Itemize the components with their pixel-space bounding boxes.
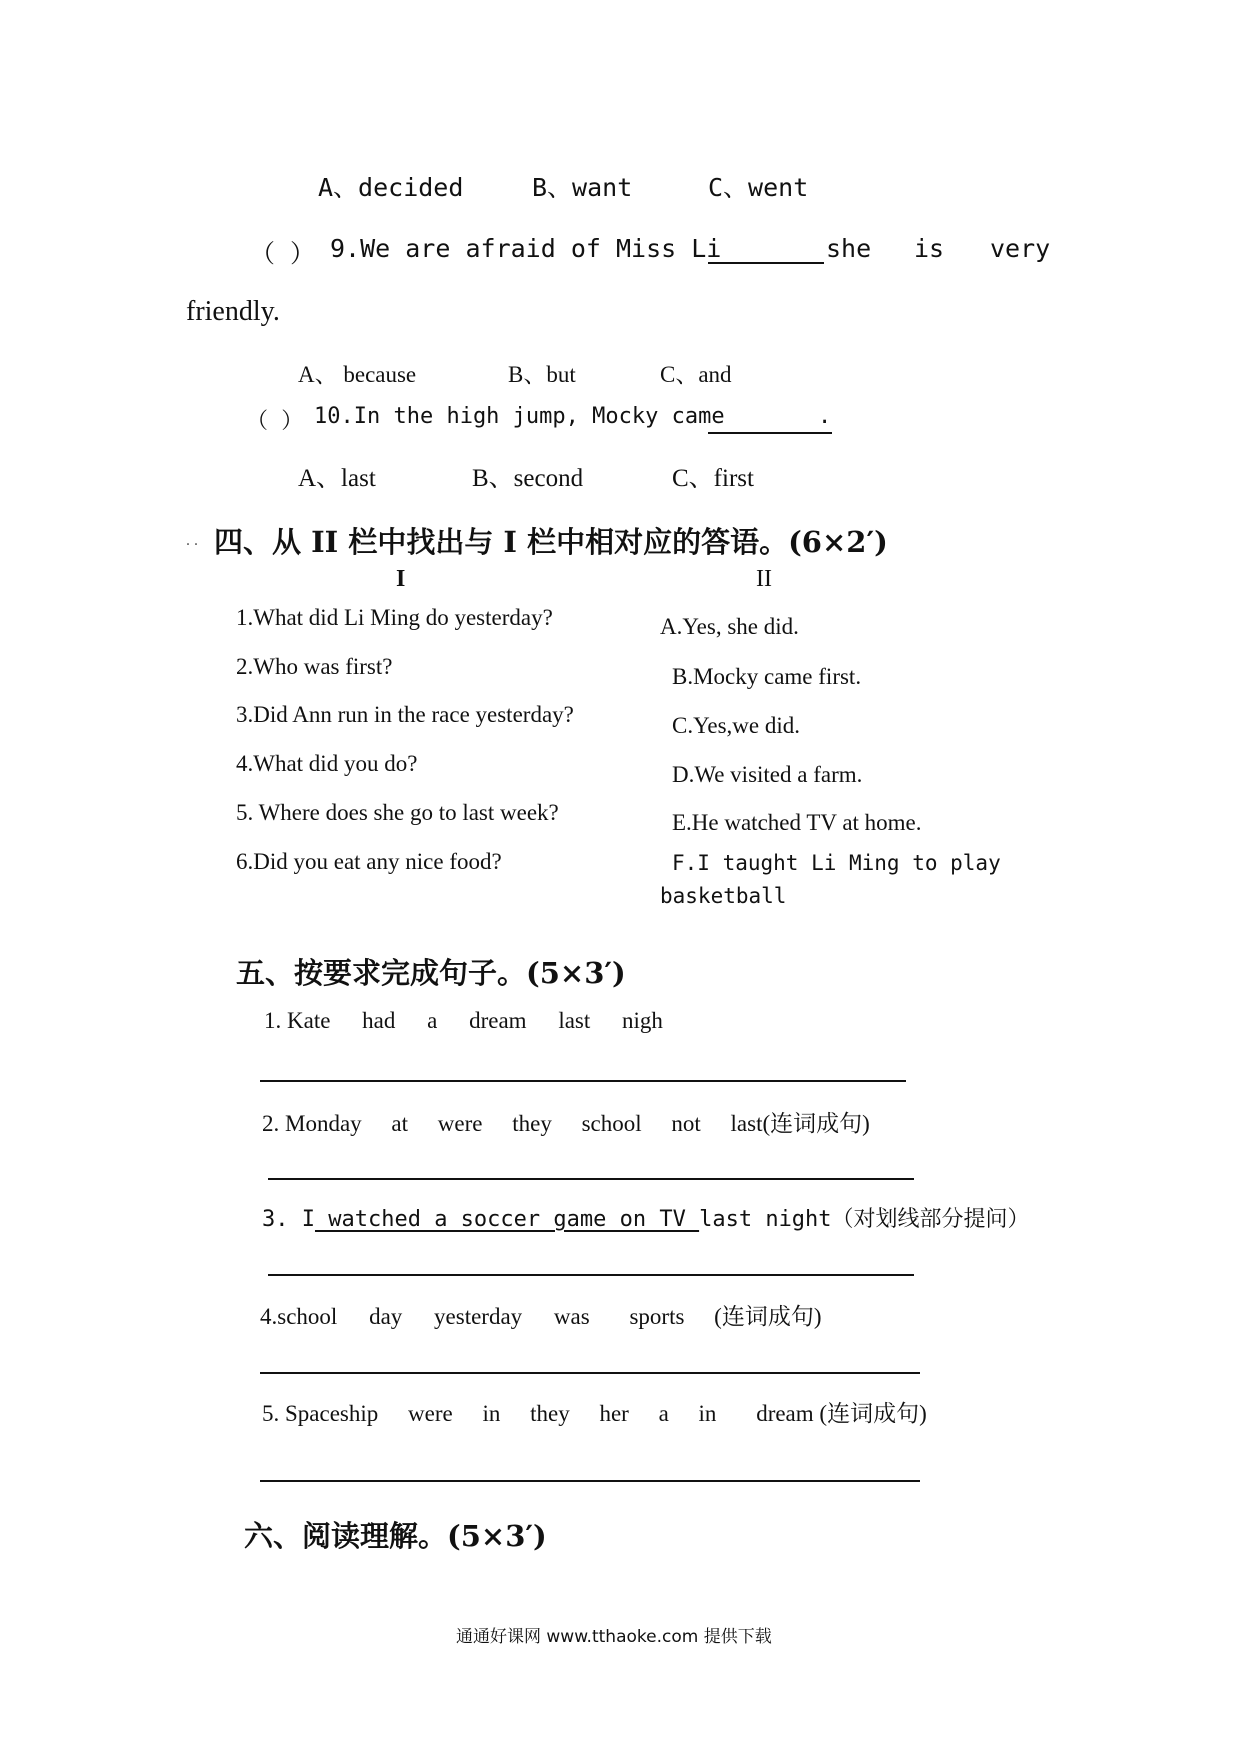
sentence-1: 1. Kate had a dream last nigh [264, 1008, 663, 1033]
answer-line-5[interactable] [260, 1480, 920, 1482]
col1-item-2: 2.Who was first? [236, 654, 393, 679]
q10-option-a: A、last [298, 465, 376, 492]
q8-option-c: C、went [708, 173, 809, 202]
col2-item-f-wrap: basketball [660, 884, 787, 908]
answer-line-2[interactable] [268, 1178, 914, 1180]
answer-line-3[interactable] [268, 1274, 914, 1276]
col2-item-d: D.We visited a farm. [672, 762, 863, 787]
section5-title: 五、按要求完成句子。(5×3′) [236, 956, 626, 990]
q9-word-she: she [826, 234, 872, 263]
col2-item-b: B.Mocky came first. [672, 664, 862, 689]
q9-word-is: is [914, 234, 945, 263]
footer-note: 通通好课网 www.tthaoke.com 提供下载 [456, 1627, 772, 1647]
section4-title: 四、从 II 栏中找出与 I 栏中相对应的答语。(6×2′) [214, 525, 888, 559]
q9-blank [708, 238, 824, 264]
col2-item-e: E.He watched TV at home. [672, 810, 922, 835]
col1-item-1: 1.What did Li Ming do yesterday? [236, 605, 553, 630]
q10-period: . [818, 404, 832, 429]
col2-item-a: A.Yes, she did. [660, 614, 799, 639]
q10-option-b: B、second [472, 465, 584, 492]
section6-title: 六、阅读理解。(5×3′) [244, 1519, 547, 1553]
q9-stem: 9.We are afraid of Miss Li [330, 234, 722, 263]
sentence-3: 3. I watched a soccer game on TV last night（对划线部分提问） [262, 1207, 1030, 1232]
q10-option-c: C、first [672, 465, 754, 492]
sentence-5: 5. Spaceship were in they her a in dream (连词成句) [262, 1401, 927, 1426]
q9-word-very: very [990, 234, 1051, 263]
q9-answer-paren: （ ） [250, 239, 316, 268]
q9-wrap: friendly. [186, 296, 280, 327]
q10-blank [708, 408, 832, 434]
col1-item-3: 3.Did Ann run in the race yesterday? [236, 702, 574, 727]
sentence-3-underlined: watched a soccer game on TV [314, 1207, 700, 1232]
col1-item-4: 4.What did you do? [236, 751, 418, 776]
q9-option-c: C、and [660, 362, 732, 387]
q8-option-b: B、want [532, 173, 633, 202]
q9-option-b: B、but [508, 362, 576, 387]
q9-option-a: A、 because [298, 362, 417, 387]
section4-col1-head: I [396, 566, 406, 592]
col1-item-5: 5. Where does she go to last week? [236, 800, 559, 825]
answer-line-1[interactable] [260, 1080, 906, 1082]
q10-answer-paren: （ ） [246, 409, 304, 434]
answer-line-4[interactable] [260, 1372, 920, 1374]
section4-col2-head: II [756, 566, 772, 592]
sentence-4: 4.school day yesterday was sports (连词成句) [260, 1304, 822, 1329]
section4-dots: . . [186, 532, 198, 549]
col1-item-6: 6.Did you eat any nice food? [236, 849, 502, 874]
col2-item-f: F.I taught Li Ming to play [672, 851, 1001, 875]
col2-item-c: C.Yes,we did. [672, 713, 801, 738]
q8-option-a: A、decided [318, 173, 464, 202]
sentence-2: 2. Monday at were they school not last(连词成句) [262, 1111, 870, 1136]
q10-stem: 10.In the high jump, Mocky came [314, 404, 725, 429]
